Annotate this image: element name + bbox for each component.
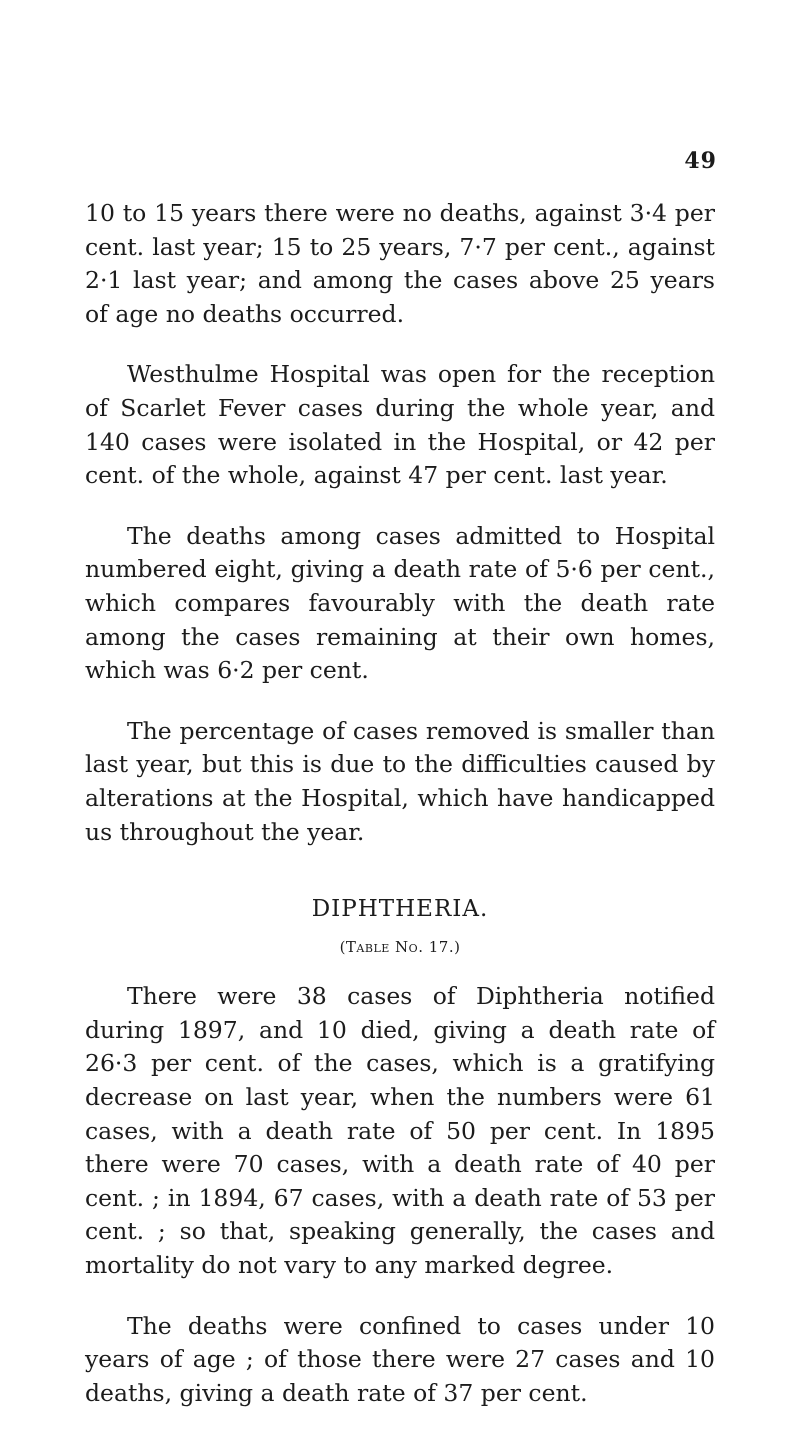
paragraph-diphtheria-cases: There were 38 cases of Diphtheria notified during 1897, and 10 died, giving a death rate of 26·3 per cent. of the cases, which is a gratifying decrease on last year, when the numbers were 61 cases, with a death rate of 50 per cent. In 1895 there were 70 cases, with a death rate of 40 per cent. ; in 1894, 67 cases, with a death rate of 53 per cent. ; so that, speaking generally, the cases and mortality do not vary to any marked degree. [85, 982, 715, 1280]
paragraph-hospital-deaths: The deaths among cases admitted to Hospital numbered eight, giving a death rate of 5·6 per cent., which compares favourably with the death rate among the cases remaining at their own homes, which was 6·2 per cent. [85, 521, 715, 685]
section-table-reference: (Table No. 17.) [339, 937, 461, 956]
paragraph-continuation: 10 to 15 years there were no deaths, against 3·4 per cent. last year; 15 to 25 years, 7·7 per cent., against 2·1 last year; and among the cases above 25 years of age no deaths occurred. [85, 199, 715, 328]
paragraph-diphtheria-deaths: The deaths were confined to cases under 10 years of age ; of those there were 27 cases and 10 deaths, giving a death rate of 37 per cent. [85, 1311, 715, 1407]
body-text [85, 197, 715, 1437]
section-heading: DIPHTHERIA. [311, 896, 489, 923]
page-number: 49 [684, 148, 717, 174]
paragraph-westhulme-hospital: Westhulme Hospital was open for the reception of Scarlet Fever cases during the whole year, and 140 cases were isolated in the Hospital, or 42 per cent. of the whole, against 47 per cent. last year. [85, 360, 715, 490]
paragraph-cases-removed: The percentage of cases removed is smaller than last year, but this is due to the difficulties caused by alterations at the Hospital, which have handicapped us throughout the year. [85, 716, 715, 846]
